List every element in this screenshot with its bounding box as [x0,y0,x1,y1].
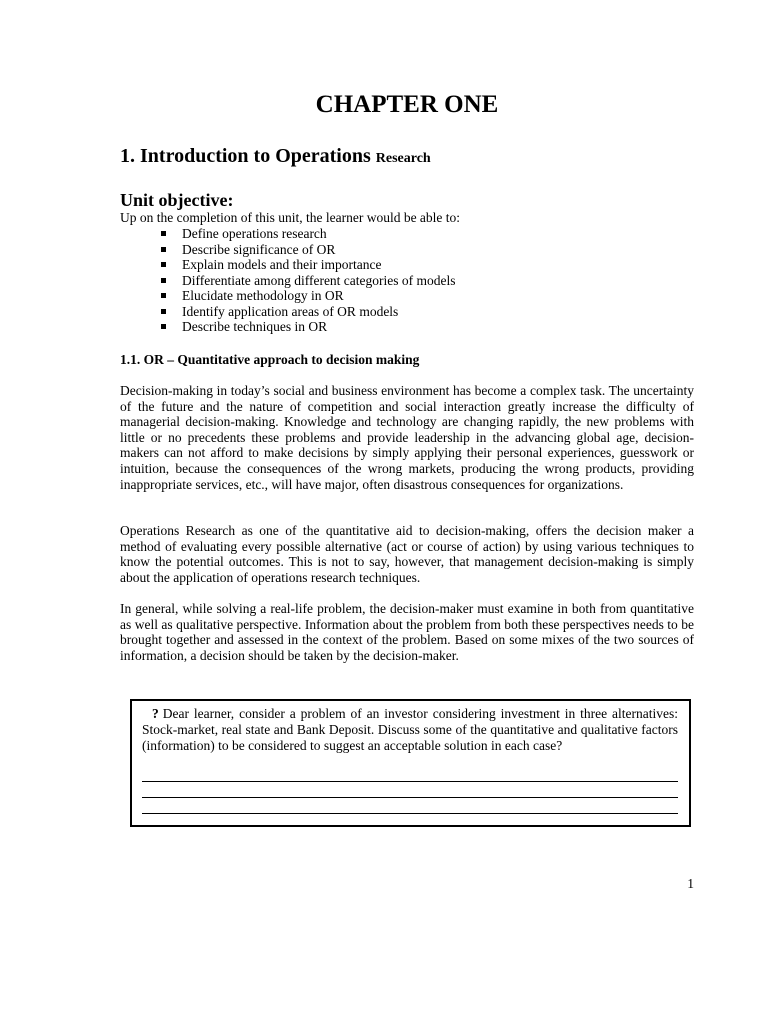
list-item [120,319,456,335]
list-item-text: Identify application areas of OR models [182,303,399,319]
list-item [120,257,456,273]
section-title-small: Research [375,151,431,166]
activity-box [130,699,691,827]
square-bullet-icon [161,247,166,252]
unit-objective-heading: Unit objective: [120,190,234,210]
section-title [120,145,431,168]
list-item-text: Define operations research [182,226,327,241]
list-item-text: Explain models and their importance [182,257,382,272]
list-item [120,273,456,289]
list-item-text: Elucidate methodology in OR [182,288,344,303]
list-item-text: Differentiate among different categories of models [182,272,456,288]
objectives-list [120,226,456,335]
activity-text: Dear learner, consider a problem of an investor considering investment in three alternatives: Stock-market, real state and Bank Deposit. Discuss some of the quantitative and qualitative factors (information) to be considered to suggest an acceptable solution in each case? [142,706,678,753]
square-bullet-icon [161,231,166,236]
answer-line [142,813,678,814]
list-item-text: Describe significance of OR [182,241,336,257]
body-paragraph: Operations Research as one of the quantitative aid to decision-making, offers the decision maker a method of evaluating every possible alternative (act or course of action) by using various techniques to know the potential outcomes. This is not to say, however, that management decision-making is simply about the application of operations research techniques. [120,523,694,585]
list-item-text: Describe techniques in OR [182,319,328,334]
list-item [120,304,456,320]
square-bullet-icon [161,262,166,267]
answer-line [142,781,678,782]
list-item [120,288,456,304]
square-bullet-icon [161,309,166,314]
list-item [120,242,456,258]
section-title-main: 1. Introduction to Operations [120,145,371,167]
answer-line [142,797,678,798]
subsection-title: 1.1. OR – Quantitative approach to decision making [120,352,420,367]
square-bullet-icon [161,324,166,329]
square-bullet-icon [161,293,166,298]
list-item [120,226,456,242]
square-bullet-icon [161,278,166,283]
question-mark-icon: ? [152,706,159,721]
chapter-title: CHAPTER ONE [315,91,499,118]
body-paragraph: Decision-making in today’s social and business environment has become a complex task. The uncertainty of the future and the nature of competition and social interaction greatly increase the difficulty of managerial decision-making. Knowledge and technology are changing rapidly, the new problems with little or no precedents these problems and provide leadership in the advancing global age, decision-makers can not afford to make decisions by simply applying their personal experiences, guesswork or intuition, because the consequences of the wrong markets, producing the wrong products, providing inappropriate services, etc., will have major, often disastrous consequences for organizations. [120,383,694,492]
body-paragraph: In general, while solving a real-life problem, the decision-maker must examine in both from quantitative as well as qualitative perspective. Information about the problem from both these perspectives needs to be brought together and assessed in the context of the problem. Based on some mixes of the two sources of information, a decision should be taken by the decision-maker. [120,601,694,663]
activity-prompt [142,706,678,754]
unit-objective-intro: Up on the completion of this unit, the learner would be able to: [120,210,461,225]
page-number: 1 [687,876,694,891]
